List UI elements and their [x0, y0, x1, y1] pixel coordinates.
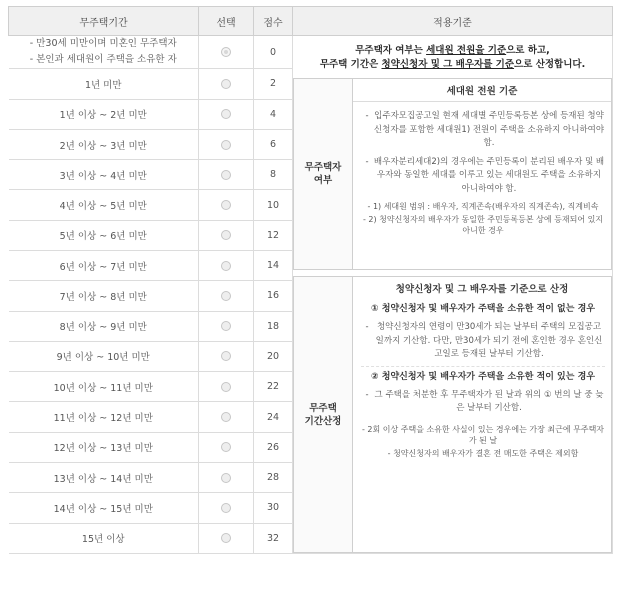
score-cell: 28: [254, 462, 293, 492]
radio-button[interactable]: [221, 79, 231, 89]
footnote-text: 2회 이상 주택을 소유한 사실이 있는 경우에는 가장 최근에 무주택자가 된 날: [367, 424, 605, 445]
score-cell: 0: [254, 36, 293, 69]
score-cell: 4: [254, 99, 293, 129]
period-cell: 7년 이상 ~ 8년 미만: [9, 281, 199, 311]
score-cell: 12: [254, 220, 293, 250]
table-row: [9, 36, 613, 69]
footnote: - 2) 청약신청자의 배우자가 동일한 주민등록등본 상에 등재되어 있지 아니한 경우: [362, 215, 604, 235]
select-cell: [199, 341, 254, 371]
score-cell: 24: [254, 402, 293, 432]
select-cell: [199, 129, 254, 159]
radio-button[interactable]: [221, 261, 231, 271]
criteria-item: 배우자분리세대2)의 경우에는 주민등록이 분리된 배우자 및 배우자와 동일한 세대를 이루고 있는 세대원도 주택을 소유하지 아니하여야 함.: [373, 156, 605, 194]
homeless-period-box: 무주택 기간산정 청약신청자 및 그 배우자를 기준으로 산정 ① 청약신청자 및 배우자가 주택을 소유한 적이 없는 경우 - 청약신청자의 연령이 만30세가 되는 날부터 주택의 모집공고일까지 기산함. 다만, 만30세가 되기 전에 혼인한 경우 혼인신고일로 등재된 날부터 기산함. ② 청약신청자 및 배우자가 주택을 소유한 적이 있는 경우 - 그 주택을 처분한 후 무주택자가 된 날과 위의 ① 번의 날 중 늦은 날부터 기산함. - 2회 이상 주택을 소유한 사실이 있는 경우에는 가장 최근에 무주택자가 된 날 - 청약신청자의 배우자가 결혼 전 매도한 주택은 제외함: [293, 276, 612, 553]
select-cell: [199, 432, 254, 462]
radio-button[interactable]: [221, 533, 231, 543]
criteria-item: 그 주택을 처분한 후 무주택자가 된 날과 위의 ① 번의 날 중 늦은 날부터 기산함.: [374, 389, 604, 413]
score-cell: 26: [254, 432, 293, 462]
radio-button[interactable]: [221, 47, 231, 57]
table-header-row: [9, 7, 613, 36]
period-cell: 12년 이상 ~ 13년 미만: [9, 432, 199, 462]
score-cell: 32: [254, 523, 293, 553]
period-cell: 13년 이상 ~ 14년 미만: [9, 462, 199, 492]
score-cell: 20: [254, 341, 293, 371]
box-heading: 청약신청자 및 그 배우자를 기준으로 산정: [395, 284, 569, 295]
radio-button[interactable]: [221, 291, 231, 301]
period-cell: 10년 이상 ~ 11년 미만: [9, 372, 199, 402]
period-cell: 11년 이상 ~ 12년 미만: [9, 402, 199, 432]
homeless-status-box: 무주택자 여부 세대원 전원 기준 - 입주자모집공고일 현재 세대별 주민등록등본 상에 등재된 청약신청자를 포함한 세대원1) 전원이 주택을 소유하지 아니하여야 함. - 배우자분리세대2)의 경우에는 주민등록이 분리된 배우자 및 배우자와 동일한 세대를 이루고 있는 세대원도 주택을 소유하지 아니하여야 함. - 1) 세대원 범위 : 배우자, 직계존속(배우자의 직계존속), 직계비속 - 2) 청약신청자의 배우자가 동일한 주민등록등본 상에 등재되어 있지 아니한 경우: [293, 78, 612, 270]
select-cell: [199, 99, 254, 129]
label-line: 무주택자: [304, 162, 342, 173]
intro-text: 으로 산정합니다.: [514, 59, 586, 70]
footnote: - 1) 세대원 범위 : 배우자, 직계존속(배우자의 직계존속), 직계비속: [367, 202, 599, 211]
period-cell: 5년 이상 ~ 6년 미만: [9, 220, 199, 250]
radio-button[interactable]: [221, 473, 231, 483]
section-title: ② 청약신청자 및 배우자가 주택을 소유한 적이 있는 경우: [371, 371, 595, 382]
select-cell: [199, 402, 254, 432]
criteria-cell: [293, 36, 613, 554]
header-select: 선택: [199, 7, 254, 36]
period-cell: 3년 이상 ~ 4년 미만: [9, 160, 199, 190]
box-heading: 세대원 전원 기준: [353, 79, 611, 102]
box-label: [294, 277, 353, 552]
score-cell: 6: [254, 129, 293, 159]
period-line: 본인과 세대원이 주택을 소유한 자: [36, 54, 177, 66]
footnote: - 청약신청자의 배우자가 결혼 전 매도한 주택은 제외함: [387, 448, 579, 458]
header-period: 무주택기간: [9, 7, 199, 36]
select-cell: [199, 160, 254, 190]
intro-emphasis: 세대원 전원을 기준: [426, 45, 507, 56]
label-line: 여부: [313, 175, 333, 186]
intro-text: 으로 하고,: [506, 45, 550, 56]
criteria-item: 청약신청자의 연령이 만30세가 되는 날부터 주택의 모집공고일까지 기산함. 다만, 만30세가 되기 전에 혼인한 경우 혼인신고일로 등재된 날부터 기산함.: [375, 322, 603, 359]
radio-button[interactable]: [221, 382, 231, 392]
score-cell: 30: [254, 493, 293, 523]
radio-button[interactable]: [221, 351, 231, 361]
footnote: - 2회 이상 주택을 소유한 사실이 있는 경우에는 가장 최근에 무주택자가 된 날: [361, 424, 605, 445]
radio-button[interactable]: [221, 140, 231, 150]
footnote-text: 1) 세대원 범위 : 배우자, 직계존속(배우자의 직계존속), 직계비속: [372, 202, 599, 211]
radio-button[interactable]: [221, 321, 231, 331]
label-line: 기간산정: [304, 415, 342, 427]
period-cell: 1년 미만: [9, 69, 199, 99]
period-cell: 1년 이상 ~ 2년 미만: [9, 99, 199, 129]
radio-button[interactable]: [221, 200, 231, 210]
select-cell: [199, 462, 254, 492]
select-cell: [199, 36, 254, 69]
score-cell: 18: [254, 311, 293, 341]
select-cell: [199, 493, 254, 523]
select-cell: [199, 251, 254, 281]
period-cell: 2년 이상 ~ 3년 미만: [9, 129, 199, 159]
section-title: ① 청약신청자 및 배우자가 주택을 소유한 적이 없는 경우: [371, 304, 595, 314]
housing-score-table: [8, 6, 613, 554]
footnote-text: 청약신청자의 배우자가 결혼 전 매도한 주택은 제외함: [393, 448, 579, 458]
intro-emphasis: 청약신청자 및 그 배우자를 기준: [381, 59, 515, 70]
select-cell: [199, 372, 254, 402]
select-cell: [199, 220, 254, 250]
radio-button[interactable]: [221, 412, 231, 422]
label-line: 무주택: [309, 402, 337, 414]
intro-text: 무주택자 여부는: [355, 45, 427, 56]
period-cell: 8년 이상 ~ 9년 미만: [9, 311, 199, 341]
score-cell: 10: [254, 190, 293, 220]
score-cell: 16: [254, 281, 293, 311]
score-cell: 2: [254, 69, 293, 99]
period-cell: 4년 이상 ~ 5년 미만: [9, 190, 199, 220]
select-cell: [199, 190, 254, 220]
box-label: [294, 79, 353, 269]
intro-text: 무주택 기간은: [319, 59, 382, 70]
header-score: 점수: [254, 7, 293, 36]
select-cell: [199, 281, 254, 311]
footnote-text: 2) 청약신청자의 배우자가 동일한 주민등록등본 상에 등재되어 있지 아니한 경우: [368, 215, 604, 235]
period-cell: 15년 이상: [9, 523, 199, 553]
radio-button[interactable]: [221, 503, 231, 513]
score-cell: 22: [254, 372, 293, 402]
radio-button[interactable]: [221, 109, 231, 119]
period-cell: 6년 이상 ~ 7년 미만: [9, 251, 199, 281]
radio-button[interactable]: [221, 442, 231, 452]
header-criteria: 적용기준: [293, 7, 613, 36]
radio-button[interactable]: [221, 230, 231, 240]
select-cell: [199, 311, 254, 341]
period-cell: - 만30세 미만이며 미혼인 무주택자 - 본인과 세대원이 주택을 소유한 자: [9, 36, 199, 69]
period-cell: 14년 이상 ~ 15년 미만: [9, 493, 199, 523]
period-cell: 9년 이상 ~ 10년 미만: [9, 341, 199, 371]
period-line: 만30세 미만이며 미혼인 무주택자: [36, 38, 177, 50]
criteria-item: 입주자모집공고일 현재 세대별 주민등록등본 상에 등재된 청약신청자를 포함한 세대원1) 전원이 주택을 소유하지 아니하여야 함.: [373, 111, 605, 148]
score-cell: 14: [254, 251, 293, 281]
radio-button[interactable]: [221, 170, 231, 180]
criteria-intro: [293, 44, 612, 72]
select-cell: [199, 523, 254, 553]
select-cell: [199, 69, 254, 99]
score-cell: 8: [254, 160, 293, 190]
